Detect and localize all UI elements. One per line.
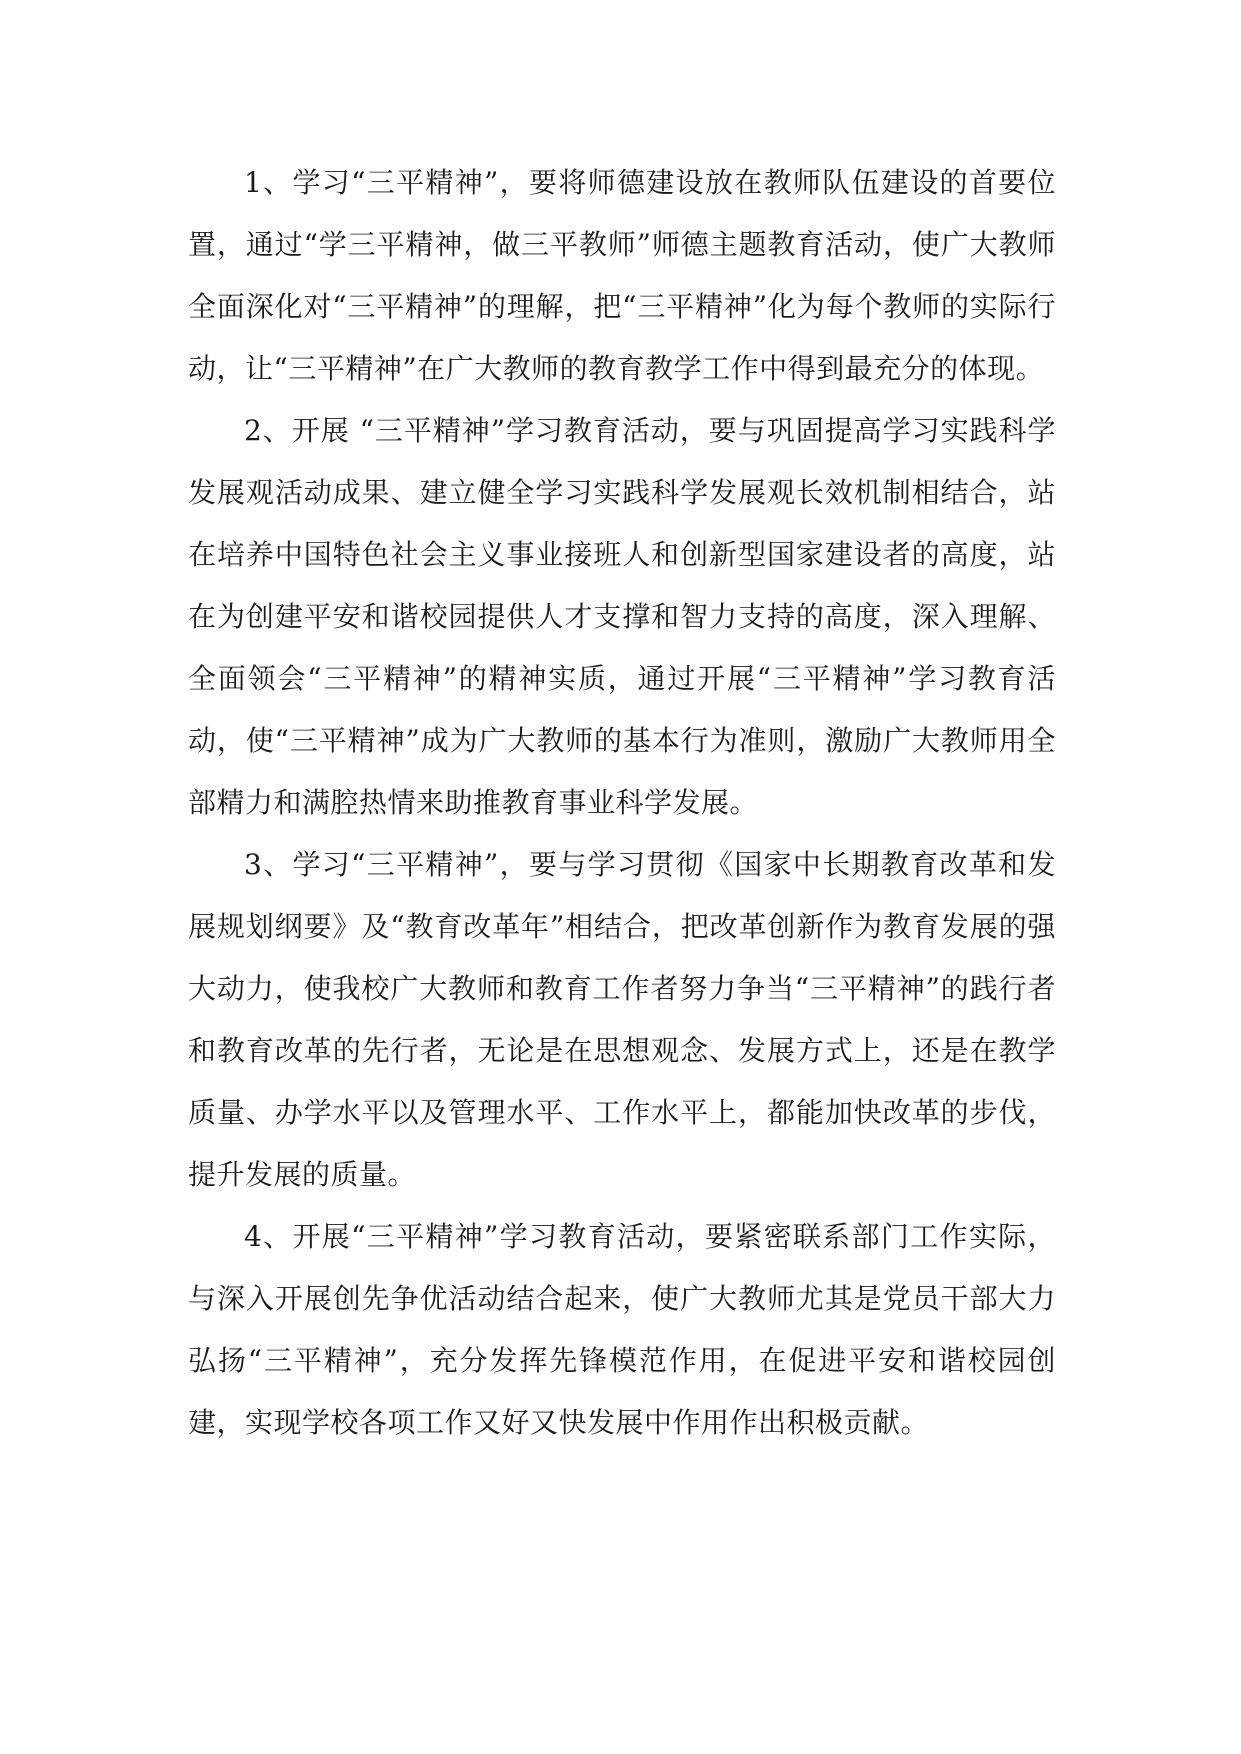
paragraph-3: 3、学习“三平精神”，要与学习贯彻《国家中长期教育改革和发展规划纲要》及“教育改革年”相结合，把改革创新作为教育发展的强大动力，使我校广大教师和教育工作者努力争当“三平精神”的践行者和教育改革的先行者，无论是在思想观念、发展方式上，还是在教学质量、办学水平以及管理水平、工作水平上，都能加快改革的步伐，提升发展的质量。: [188, 848, 1056, 1191]
paragraph-1: 1、学习“三平精神”，要将师德建设放在教师队伍建设的首要位置，通过“学三平精神，做三平教师”师德主题教育活动，使广大教师全面深化对“三平精神”的理解，把“三平精神”化为每个教师的实际行动，让“三平精神”在广大教师的教育教学工作中得到最充分的体现。: [188, 166, 1056, 385]
paragraph-2: 2、开展 “三平精神”学习教育活动，要与巩固提高学习实践科学发展观活动成果、建立健全学习实践科学发展观长效机制相结合，站在培养中国特色社会主义事业接班人和创新型国家建设者的高度，站在为创建平安和谐校园提供人才支撑和智力支持的高度，深入理解、全面领会“三平精神”的精神实质，通过开展“三平精神”学习教育活动，使“三平精神”成为广大教师的基本行为准则，激励广大教师用全部精力和满腔热情来助推教育事业科学发展。: [188, 414, 1056, 819]
paragraph-4: 4、开展“三平精神”学习教育活动，要紧密联系部门工作实际，与深入开展创先争优活动结合起来，使广大教师尤其是党员干部大力弘扬“三平精神”，充分发挥先锋模范作用，在促进平安和谐校园创建，实现学校各项工作又好又快发展中作用作出积极贡献。: [188, 1220, 1056, 1439]
document-body: [188, 152, 1056, 1454]
